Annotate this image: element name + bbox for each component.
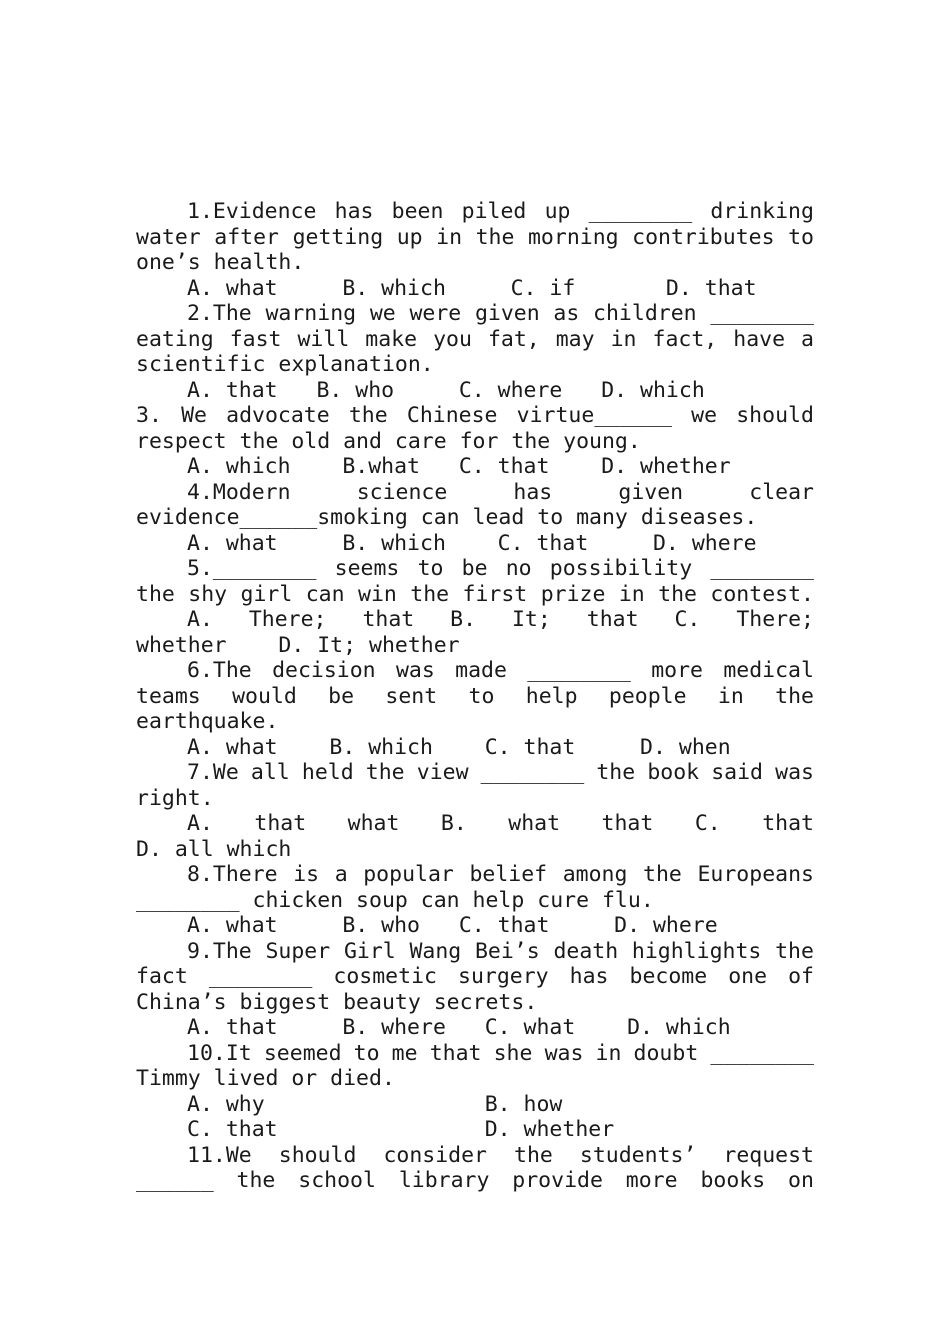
word: to: [417, 556, 444, 581]
word: ________: [710, 556, 814, 581]
word: surgery: [458, 964, 549, 989]
word: advocate: [226, 403, 330, 428]
word: given: [618, 479, 684, 505]
word: is: [293, 862, 320, 887]
word: the: [658, 581, 697, 607]
word: has: [513, 479, 553, 505]
word: has: [569, 964, 609, 989]
question-2-line-1: [136, 301, 814, 327]
word: C.: [694, 811, 721, 836]
word: clear: [749, 479, 814, 505]
word: fact: [136, 964, 188, 989]
word: you: [433, 326, 472, 352]
word: view: [416, 760, 469, 785]
question-7-line-1: [136, 760, 814, 786]
word: science: [356, 479, 448, 505]
word: 9.The: [187, 938, 252, 964]
word: given: [474, 301, 540, 326]
word: no: [505, 556, 532, 581]
word: may: [555, 326, 595, 352]
question-10-line-2: Timmy lived or died.: [136, 1066, 395, 1091]
word: to: [468, 683, 495, 709]
word: was: [775, 760, 814, 785]
word: win: [358, 581, 397, 607]
word: people: [608, 683, 687, 709]
word: in: [618, 581, 645, 607]
word: belief: [469, 862, 548, 887]
word: 5.________: [187, 556, 317, 581]
question-4-line-2: evidence______smoking can lead to many diseases.: [136, 505, 758, 530]
word: first: [462, 581, 528, 607]
word: that: [586, 607, 639, 632]
word: request: [723, 1142, 814, 1168]
word: contributes: [632, 224, 775, 250]
word: me: [391, 1040, 418, 1066]
word: B.: [440, 811, 467, 836]
question-9-line-1: [136, 939, 814, 965]
word: the: [475, 224, 515, 250]
word: death: [553, 938, 619, 964]
word: school: [298, 1168, 376, 1193]
word: Wang: [409, 938, 462, 964]
word: fact,: [652, 326, 718, 352]
word: said: [711, 760, 763, 785]
question-8-options: A. what B. who C. that D. where: [187, 913, 718, 938]
word: Europeans: [697, 862, 814, 887]
word: one: [728, 964, 768, 989]
question-2-line-2: [136, 327, 814, 353]
word: ________: [208, 964, 313, 989]
question-5-line-2: [136, 582, 814, 608]
question-5-options-line-2: whether D. It; whether: [136, 632, 460, 658]
word: girl: [240, 581, 293, 607]
word: Super: [265, 938, 331, 964]
word: 11.We: [187, 1142, 252, 1168]
word: has: [334, 199, 374, 224]
word: would: [232, 683, 297, 709]
word: a: [801, 326, 814, 352]
question-5-line-1: [136, 556, 814, 582]
word: 10.It: [187, 1040, 252, 1066]
word: in: [717, 683, 744, 709]
word: 8.There: [187, 862, 278, 887]
word: seems: [334, 556, 400, 581]
question-9-options: A. that B. where C. what D. which: [187, 1015, 731, 1040]
question-11-line-2: [136, 1168, 814, 1194]
word: drinking: [710, 199, 814, 224]
word: the: [410, 581, 450, 607]
word: ________: [588, 199, 693, 224]
word: more: [625, 1168, 678, 1193]
word: decision: [272, 658, 376, 683]
word: what: [347, 811, 400, 836]
word: we: [369, 301, 396, 326]
word: 7.We: [187, 760, 239, 785]
word: A.: [187, 607, 213, 632]
question-7-options-line-2: D. all which: [136, 836, 292, 862]
word: what: [508, 811, 561, 836]
word: the: [775, 683, 814, 709]
word: after: [214, 224, 280, 250]
word: among: [562, 862, 628, 887]
word: highlights: [631, 938, 762, 964]
question-7-options-line-1: [136, 811, 814, 837]
word: the: [365, 760, 405, 785]
word: all: [250, 760, 290, 785]
question-7-line-2: right.: [136, 785, 214, 811]
word: will: [297, 326, 350, 352]
word: possibility: [549, 556, 693, 581]
word: water: [136, 224, 201, 250]
word: she: [493, 1040, 533, 1066]
word: the: [136, 581, 175, 607]
word: 3.: [136, 403, 162, 428]
word: doubt: [633, 1040, 699, 1066]
question-6-line-3: earthquake.: [136, 709, 279, 734]
word: piled: [461, 199, 527, 224]
word: help: [525, 683, 578, 709]
word: the: [596, 760, 636, 785]
question-6-line-1: [136, 658, 814, 684]
word: ________: [710, 1040, 814, 1066]
word: consider: [383, 1142, 487, 1168]
word: provide: [512, 1168, 603, 1193]
word: fast: [229, 326, 282, 352]
word: prize: [540, 581, 606, 607]
word: the: [514, 1142, 553, 1168]
question-9-line-2: [136, 964, 814, 990]
word: getting: [292, 224, 384, 250]
question-1-line-3: one’s health.: [136, 250, 305, 275]
word: been: [391, 199, 444, 224]
word: can: [305, 581, 345, 607]
question-11-line-1: [136, 1143, 814, 1169]
word: seemed: [263, 1040, 342, 1066]
word: we: [691, 403, 718, 428]
word: ________: [710, 301, 814, 326]
word: as: [553, 301, 580, 326]
question-9-line-3: China’s biggest beauty secrets.: [136, 989, 538, 1015]
word: It;: [511, 607, 551, 632]
word: shy: [188, 581, 228, 607]
word: be: [461, 556, 488, 581]
word: made: [455, 658, 507, 683]
word: that: [429, 1040, 482, 1066]
word: 1.Evidence: [187, 199, 317, 224]
word: book: [647, 760, 700, 785]
word: should: [736, 403, 814, 428]
word: was: [395, 658, 435, 683]
word: to: [788, 224, 814, 250]
document-body: [136, 199, 814, 1194]
word: eating: [136, 326, 214, 352]
word: cosmetic: [333, 964, 437, 989]
word: We: [181, 403, 207, 428]
word: morning: [527, 224, 619, 250]
word: of: [788, 964, 814, 989]
word: library: [398, 1168, 490, 1193]
word: that: [762, 811, 814, 836]
question-3-line-1: [136, 403, 814, 429]
question-1-line-1: [136, 199, 814, 225]
word: children: [593, 301, 697, 326]
word: in: [595, 1040, 622, 1066]
word: fat,: [487, 326, 540, 352]
word: books: [700, 1168, 766, 1193]
word: that: [601, 811, 654, 836]
word: ________: [480, 760, 585, 785]
word: sent: [385, 683, 438, 709]
word: be: [328, 683, 355, 709]
word: the: [643, 862, 682, 887]
word: in: [436, 224, 463, 250]
word: up: [544, 199, 571, 224]
question-3-line-2: respect the old and care for the young.: [136, 428, 641, 454]
word: that: [362, 607, 415, 632]
word: held: [301, 760, 354, 785]
word: medical: [723, 658, 814, 683]
word: up: [396, 224, 423, 250]
word: more: [651, 658, 703, 683]
word: should: [278, 1142, 357, 1168]
word: were: [409, 301, 462, 326]
question-6-options: A. what B. which C. that D. when: [187, 734, 731, 760]
word: There;: [736, 607, 814, 632]
word: Girl: [343, 938, 396, 964]
word: 4.Modern: [187, 479, 291, 505]
word: was: [544, 1040, 584, 1066]
question-5-options-line-1: [136, 607, 814, 633]
word: have: [733, 326, 786, 352]
word: A.: [187, 811, 213, 836]
word: virtue______: [516, 403, 672, 428]
word: Chinese: [406, 403, 498, 428]
question-8-line-2: ________ chicken soup can help cure flu.: [136, 887, 654, 913]
word: make: [365, 326, 418, 352]
word: ______: [136, 1168, 214, 1193]
word: C.: [674, 607, 701, 632]
word: ________: [527, 658, 631, 683]
question-10-options-1: A. why B. how: [187, 1091, 563, 1117]
question-4-line-1: [136, 480, 814, 506]
word: 2.The: [187, 301, 252, 326]
word: warning: [265, 301, 357, 326]
word: students’: [579, 1142, 697, 1168]
word: to: [353, 1040, 380, 1066]
question-10-options-2: C. that D. whether: [187, 1117, 615, 1142]
question-4-options: A. what B. which C. that D. where: [187, 530, 757, 556]
word: become: [629, 964, 708, 989]
word: the: [236, 1168, 276, 1193]
question-6-line-2: [136, 684, 814, 710]
word: a: [334, 862, 348, 887]
word: in: [610, 326, 637, 352]
word: teams: [136, 683, 201, 709]
question-8-line-1: [136, 862, 814, 888]
word: the: [775, 938, 814, 964]
word: Bei’s: [474, 938, 540, 964]
word: popular: [363, 862, 454, 887]
word: 6.The: [187, 658, 252, 683]
question-10-line-1: [136, 1041, 814, 1067]
word: B.: [450, 607, 477, 632]
word: the: [348, 403, 388, 428]
question-2-line-3: scientific explanation.: [136, 352, 434, 377]
word: There;: [248, 607, 327, 632]
word: on: [788, 1168, 814, 1193]
word: contest.: [710, 581, 814, 607]
word: that: [254, 811, 307, 836]
question-1-line-2: [136, 225, 814, 251]
question-1-options: A. what B. which C. if D. that: [187, 275, 757, 301]
question-2-options: A. that B. who C. where D. which: [187, 377, 705, 403]
question-3-options: A. which B.what C. that D. whether: [187, 454, 731, 479]
